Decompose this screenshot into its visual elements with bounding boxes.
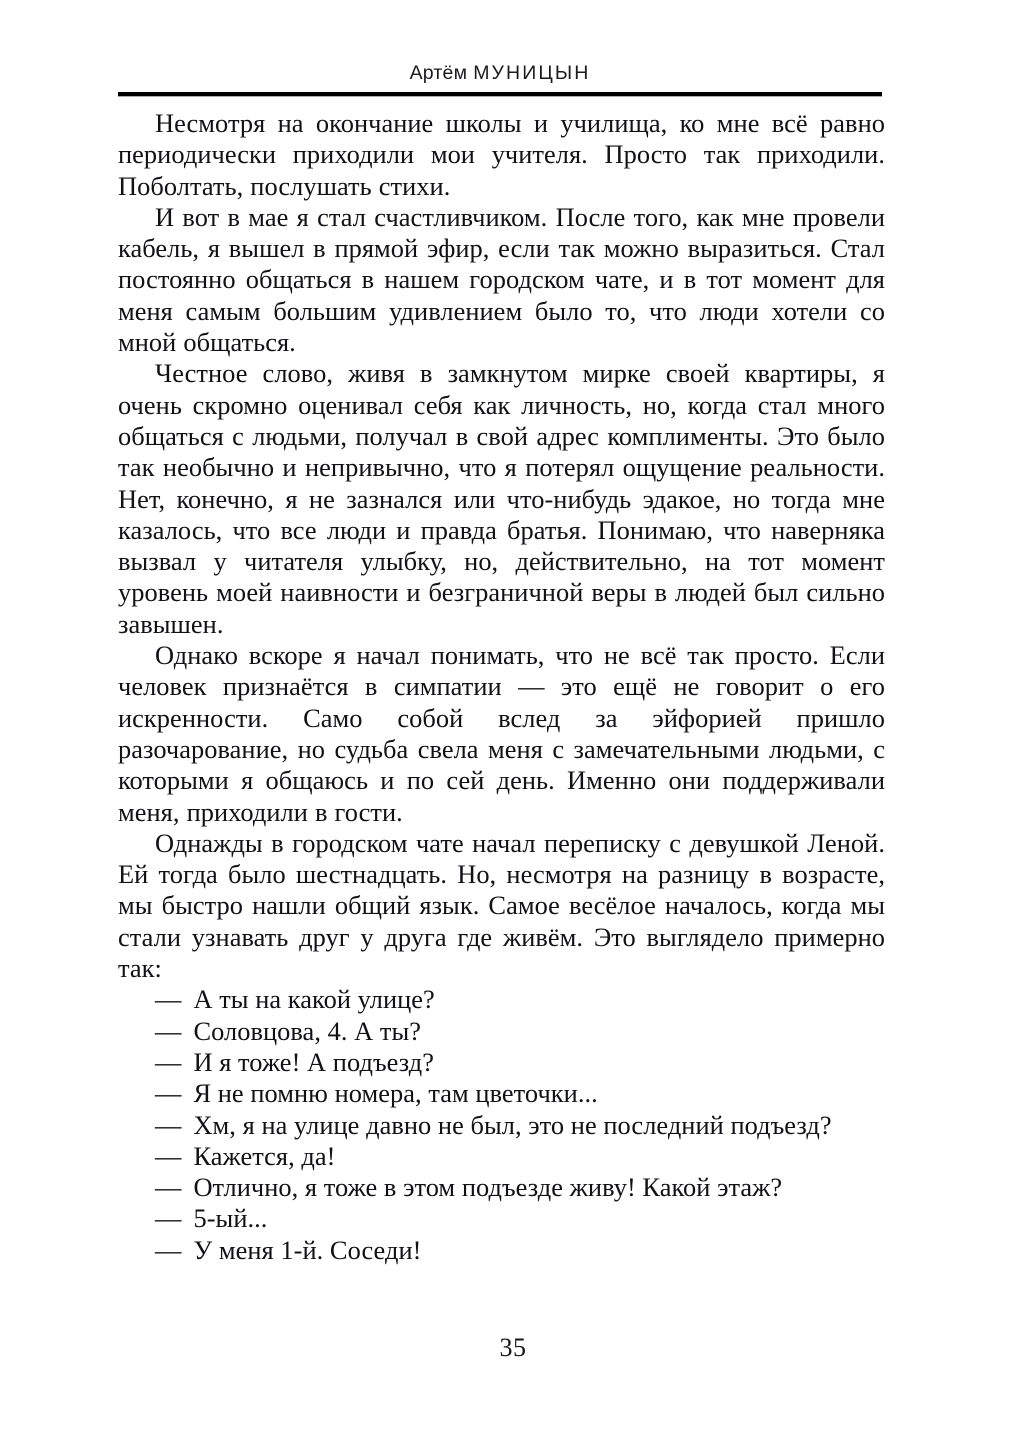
- paragraph: Однажды в городском чате начал переписку с девушкой Леной. Ей тогда было шестнадцать. Но, несмотря на разницу в возрасте, мы быстро нашли общий язык. Самое весёлое началось, когда мы стали узнавать друг у друга где живём. Это выглядело примерно так:: [118, 827, 885, 984]
- dialogue-line: — Отлично, я тоже в этом подъезде живу! Какой этаж?: [155, 1172, 783, 1203]
- running-head: [118, 62, 882, 85]
- dialogue-line: — А ты на какой улице?: [155, 984, 435, 1015]
- running-head-surname: МУНИЦЫН: [473, 62, 591, 84]
- running-head-given-name: Артём: [409, 62, 468, 84]
- header-divider-rule: [118, 92, 882, 97]
- paragraph: Несмотря на окончание школы и училища, ко мне всё равно периодически приходили мои учителя. Просто так приходили. Поболтать, послушать стихи.: [118, 108, 885, 201]
- page-number: 35: [499, 1333, 527, 1362]
- dialogue-line: — 5-ый...: [155, 1203, 268, 1234]
- dialogue-line: — Кажется, да!: [155, 1140, 336, 1171]
- dialogue-line: — Хм, я на улице давно не был, это не последний подъезд?: [155, 1109, 832, 1140]
- dialogue-line: — Я не помню номера, там цветочки...: [155, 1078, 598, 1109]
- body-text-block: [118, 108, 885, 1266]
- paragraph: Честное слово, живя в замкнутом мирке своей квартиры, я очень скромно оценивал себя как личность, но, когда стал много общаться с людьми, получал в свой адрес комплименты. Это было так необычно и непривычно, что я потерял ощущение реальности. Нет, конечно, я не зазнался или что-нибудь эдакое, но тогда мне казалось, что все люди и правда братья. Понимаю, что наверняка вызвал у читателя улыбку, но, действительно, на тот момент уровень моей наивности и безграничной веры в людей был сильно завышен.: [118, 358, 885, 639]
- paragraph: И вот в мае я стал счастливчиком. После того, как мне провели кабель, я вышел в прямой эфир, если так можно выразиться. Стал постоянно общаться в нашем городском чате, и в тот момент для меня самым большим удивлением было то, что люди хотели со мной общаться.: [118, 201, 885, 358]
- dialogue-line: — И я тоже! А подъезд?: [155, 1046, 434, 1077]
- dialogue-line: — У меня 1-й. Соседи!: [155, 1234, 422, 1265]
- dialogue-line: — Соловцова, 4. А ты?: [155, 1015, 422, 1046]
- paragraph: Однако вскоре я начал понимать, что не всё так просто. Если человек признаётся в симпатии — это ещё не говорит о его искренности. Само собой вслед за эйфорией пришло разочарование, но судьба свела меня с замечательными людьми, с которыми я общаюсь и по сей день. Именно они поддерживали меня, приходили в гости.: [118, 640, 885, 827]
